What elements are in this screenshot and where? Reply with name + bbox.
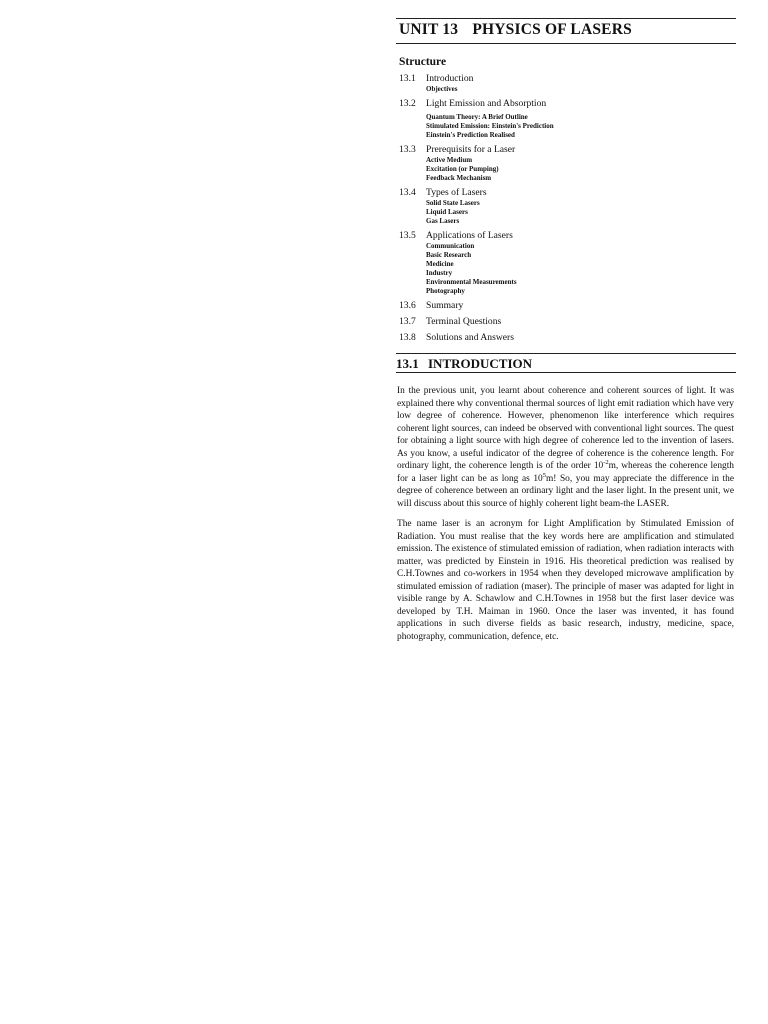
section-number: 13.1 — [396, 356, 419, 371]
section-heading-rule — [396, 372, 736, 373]
toc-section — [399, 332, 736, 344]
toc-section-title: Introduction — [426, 73, 474, 84]
toc-subsection: Environmental Measurements — [426, 278, 517, 286]
toc-subsection: Basic Research — [426, 251, 472, 259]
toc-section-number: 13.3 — [399, 144, 416, 155]
toc-subsection: Stimulated Emission: Einstein's Prediction — [426, 122, 554, 130]
paragraph-text: m! So, you may appreciate the difference in the degree of coherence between an ordinary light and the laser light. In the present unit, we will discuss about this source of highly coherent light beam-the LASER. — [397, 473, 734, 509]
section-title: INTRODUCTION — [428, 356, 533, 371]
formula-exponent: 5 — [542, 471, 546, 479]
paragraph-text: In the previous unit, you learnt about coherence and coherent sources of light. It was explained there why conventional thermal sources of light emit radiation which have very low degree of coherence. However, phenomenon like interference which requires coherent light sources, can indeed be observed with conventional light sources. The quest for obtaining a light source with high degree of coherence led to the invention of lasers. As you know, a useful indicator of the degree of coherence is the coherence length. For ordinary light, the coherence length is of the order — [397, 386, 734, 471]
table-of-contents — [396, 73, 736, 344]
intro-paragraph-2: The name laser is an acronym for Light Amplification by Stimulated Emission of Radiation. You must realise that the key words here are amplification and stimulated emission. The existence of stimulated emission of radiation, when radiation interacts with matter, was predicted by Einstein in 1916. His theoretical prediction was realised by C.H.Townes and co-workers in 1954 when they developed microwave amplification by stimulated emission of radiation (maser). The principle of maser was adapted for light in visible range by A. Schawlow and C.H.Townes in 1958 but the first laser device was developed by T.H. Maiman in 1960. Once the laser was invented, it has found applications in such diverse fields as basic research, industry, medicine, space, photography, communication, defence, etc. — [397, 519, 734, 642]
toc-section-title: Summary — [426, 300, 464, 311]
toc-section-title: Prerequisits for a Laser — [426, 144, 516, 155]
unit-title: PHYSICS OF LASERS — [472, 21, 632, 38]
toc-section — [399, 73, 736, 85]
toc-subsection: Objectives — [426, 85, 458, 93]
toc-section-number: 13.6 — [399, 300, 416, 311]
toc-section-number: 13.8 — [399, 332, 416, 343]
structure-heading: Structure — [399, 56, 447, 68]
toc-subsection: Quantum Theory: A Brief Outline — [426, 113, 528, 121]
toc-section — [399, 316, 736, 328]
toc-section — [399, 187, 736, 199]
unit-number: UNIT 13 — [399, 21, 459, 38]
formula-base: 10 — [593, 461, 604, 471]
toc-section-number: 13.4 — [399, 187, 416, 198]
toc-section-title: Terminal Questions — [426, 316, 502, 327]
toc-subsection: Einstein's Prediction Realised — [426, 131, 515, 139]
intro-paragraph-1 — [396, 385, 736, 510]
formula-base: 10 — [533, 473, 543, 484]
toc-section — [399, 300, 736, 312]
section-heading — [396, 354, 736, 372]
toc-section-title: Applications of Lasers — [426, 230, 513, 241]
toc-section — [399, 230, 736, 242]
toc-subsection: Medicine — [426, 260, 454, 268]
toc-subsection: Liquid Lasers — [426, 208, 468, 216]
toc-section — [399, 144, 736, 156]
paragraph-text: m, whereas the coherence length for a laser light can be as long as — [397, 461, 734, 484]
toc-subsection: Gas Lasers — [426, 217, 460, 225]
toc-subsection: Excitation (or Pumping) — [426, 165, 499, 173]
toc-section-number: 13.7 — [399, 316, 416, 327]
toc-section-number: 13.2 — [399, 98, 416, 109]
toc-subsection: Communication — [426, 242, 475, 250]
toc-section-number: 13.5 — [399, 230, 416, 241]
toc-subsection: Industry — [426, 269, 453, 277]
formula-exponent: -2 — [603, 458, 609, 466]
toc-subsection: Solid State Lasers — [426, 199, 480, 207]
unit-heading — [396, 19, 736, 43]
title-rule — [396, 43, 736, 44]
toc-section — [399, 98, 736, 110]
toc-subsection: Active Medium — [426, 156, 473, 164]
toc-section-number: 13.1 — [399, 73, 416, 84]
toc-section-title: Light Emission and Absorption — [426, 98, 547, 109]
toc-subsection: Feedback Mechanism — [426, 174, 492, 182]
toc-subsection: Photography — [426, 287, 465, 295]
toc-section-title: Types of Lasers — [426, 187, 487, 198]
document-page — [396, 0, 736, 643]
toc-section-title: Solutions and Answers — [426, 332, 514, 343]
